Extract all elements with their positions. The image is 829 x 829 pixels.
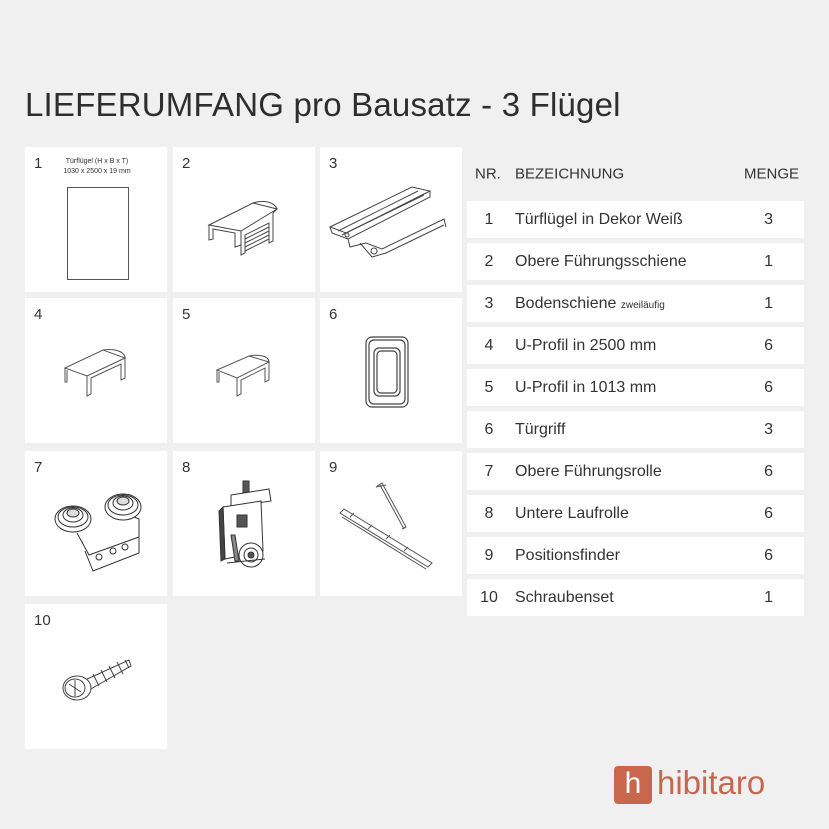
row-qty: 1	[764, 252, 773, 270]
item-number: 8	[182, 459, 191, 476]
row-note: zweiläufig	[620, 299, 665, 311]
table-row	[467, 201, 804, 238]
item-number: 9	[329, 459, 338, 476]
item-tile-7	[25, 451, 167, 596]
row-qty: 6	[764, 336, 773, 354]
item-number: 10	[34, 612, 51, 629]
item-number: 6	[329, 306, 338, 323]
u-profile-icon	[25, 298, 167, 443]
row-name: Bodenschiene	[515, 294, 617, 312]
row-qty: 6	[764, 504, 773, 522]
caption-line-2: 1030 x 2500 x 19 mm	[63, 168, 131, 175]
row-name: Untere Laufrolle	[515, 504, 629, 522]
row-qty: 1	[764, 294, 773, 312]
table-row	[467, 285, 804, 322]
table-row	[467, 453, 804, 490]
header-qty: MENGE	[743, 165, 799, 183]
u-profile-short-icon	[173, 298, 315, 443]
item-tile-9	[320, 451, 462, 596]
item-number: 4	[34, 306, 43, 323]
table-row	[467, 495, 804, 532]
row-qty: 6	[764, 462, 773, 480]
row-name: Obere Führungsrolle	[515, 462, 662, 480]
row-name: Schraubenset	[515, 588, 614, 606]
item-tile-6	[320, 298, 462, 443]
upper-guide-rail-icon	[173, 147, 315, 292]
table-row	[467, 537, 804, 574]
row-nr: 3	[484, 294, 494, 312]
floor-rail-icon	[320, 147, 462, 292]
row-nr: 8	[484, 504, 494, 522]
caption-line-1: Türflügel (H x B x T)	[65, 158, 129, 165]
row-nr: 10	[480, 588, 498, 606]
table-row	[467, 243, 804, 280]
item-number: 2	[182, 155, 191, 172]
row-name: Positionsfinder	[515, 546, 620, 564]
brand-logo-icon: h	[614, 766, 652, 804]
row-name-with-note	[515, 295, 665, 313]
row-nr: 2	[484, 252, 494, 270]
row-nr: 7	[484, 462, 494, 480]
row-name: U-Profil in 1013 mm	[515, 378, 657, 396]
table-row	[467, 579, 804, 616]
table-row	[467, 327, 804, 364]
item-tile-4	[25, 298, 167, 443]
row-qty: 3	[764, 210, 773, 228]
table-row	[467, 411, 804, 448]
item-tile-3	[320, 147, 462, 292]
row-nr: 4	[484, 336, 494, 354]
door-dimensions-caption	[49, 157, 145, 177]
row-qty: 3	[764, 420, 773, 438]
row-nr: 5	[484, 378, 494, 396]
parts-table-header	[467, 159, 804, 189]
item-tile-2	[173, 147, 315, 292]
item-number: 3	[329, 155, 338, 172]
row-nr: 1	[484, 210, 494, 228]
row-name: Obere Führungsschiene	[515, 252, 687, 270]
row-qty: 6	[764, 546, 773, 564]
table-row	[467, 369, 804, 406]
screw-icon	[25, 604, 167, 749]
item-tile-10	[25, 604, 167, 749]
page-title: LIEFERUMFANG pro Bausatz - 3 Flügel	[25, 86, 621, 123]
lower-roller-icon	[173, 451, 315, 596]
door-panel-icon	[67, 187, 129, 280]
item-tile-8	[173, 451, 315, 596]
row-name: U-Profil in 2500 mm	[515, 336, 657, 354]
item-number: 7	[34, 459, 43, 476]
upper-guide-roller-icon	[25, 451, 167, 596]
header-nr: NR.	[475, 165, 501, 183]
row-qty: 6	[764, 378, 773, 396]
row-qty: 1	[764, 588, 773, 606]
row-nr: 6	[484, 420, 494, 438]
brand-name: hibitaro	[657, 764, 766, 801]
positioning-tool-icon	[320, 451, 462, 596]
item-tile-1	[25, 147, 167, 292]
row-name: Türgriff	[515, 420, 566, 438]
item-number: 1	[34, 155, 43, 172]
header-name: BEZEICHNUNG	[515, 165, 625, 183]
door-handle-icon	[320, 298, 462, 443]
row-nr: 9	[484, 546, 494, 564]
row-name: Türflügel in Dekor Weiß	[515, 210, 683, 228]
item-number: 5	[182, 306, 191, 323]
item-tile-5	[173, 298, 315, 443]
